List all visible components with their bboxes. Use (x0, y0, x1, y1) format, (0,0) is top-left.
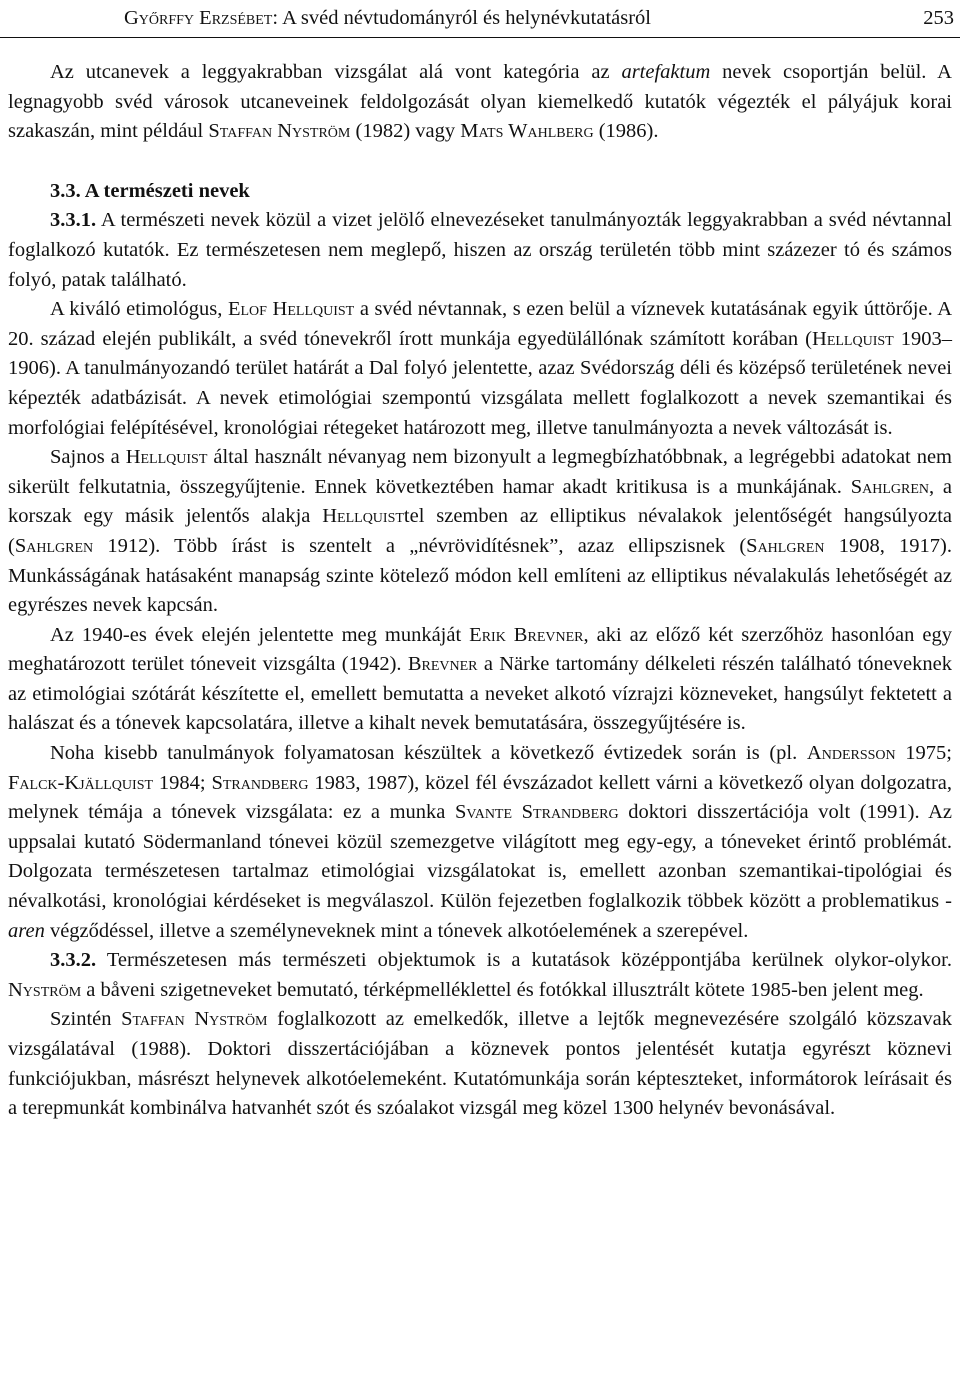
header-title-line (124, 4, 651, 32)
paragraph-strandberg: Noha kisebb tanulmányok folyamatosan készültek a következő évtizedek során is (pl. Andersson 1975; Falck-Kjällquist 1984; Strandberg 1983, 1987), közel fél évszázadot kellett várni a következő olyan dolgozatra, melynek témája a tónevek vizsgálata: ez a munka Svante Strandberg doktori disszertációja volt (1991). Az uppsalai kutató Södermanland tónevei közül szemezgetve világított meg egy-egy, a tóneveket érintő problémát. Dolgozata természetesen tartalmaz etimológiai vizsgálatokat is, emellett azonban szemantikai-tipológiai és névalkotási, kronológiai kérdéseket is megválaszol. Külön fejezetben foglalkozik többek között a problematikus -aren végződéssel, illetve a személyneveknek mint a tónevek alkotóelemének a szerepével. (8, 742, 952, 942)
paragraph-hellquist: A kiváló etimológus, Elof Hellquist a svéd névtannak, s ezen belül a víznevek kutatásának egyik úttörője. A 20. század elején publikált, a svéd tónevekről írott munkája egyedülállónak számított korában (Hellquist 1903–1906). A tanulmányozandó terület határát a Dal folyó jelentette, azaz Svédország déli és középső területének nevei képezték adatbázisát. A nevek etimológiai szempontú vizsgálata mellett foglalkozott a nevek szemantikai és morfológiai felépítésével, kronológiai rétegeket határozott meg, illetve tanulmányozta a nevek változását is. (8, 298, 952, 439)
paragraph-other-nature-names: 3.3.2. Természetesen más természeti objektumok is a kutatások középpontjába kerülnek olykor-olykor. Nyström a båveni szigetneveket bemutató, térképmelléklettel és fotókkal illusztrált kötete 1985-ben jelent meg. (8, 949, 952, 1001)
body-text (8, 58, 952, 1124)
paragraph-brevner: Az 1940-es évek elején jelentette meg munkáját Erik Brevner, aki az előző két szerzőhöz hasonlóan egy meghatározott terület tóneveit vizsgálta (1942). Brevner a Närke tartomány délkeleti részén található tóneveknek az etimológiai szótárát készítette el, emellett bemutatta a neveket alkotó vízrajzi közneveket, hangsúlyt fektetett a halászat és a tónevek kapcsolatára, illetve a kihalt nevek bemutatására, összegyűjtésére is. (8, 623, 952, 735)
running-header (124, 4, 954, 32)
header-rule (0, 37, 960, 38)
page-number: 253 (923, 7, 954, 29)
paragraph-nystrom: Szintén Staffan Nyström foglalkozott az emelkedők, illetve a lejtők megnevezésére szolgáló közszavak vizsgálatával (1988). Doktori disszertációjában a köznevek pontos jelentését kutatja egyrészt köznevi funkciójukban, másrészt helynevek alkotóelemeként. Kutatómunkája során képteszteket, informátorok leírásait és a terepmunkát kombinálva hatvanhét szót és szóalakot vizsgál meg közel 1300 helynév bevonásával. (8, 1008, 952, 1120)
paragraph-sahlgren: Sajnos a Hellquist által használt névanyag nem bizonyult a legmegbízhatóbbnak, a legrégebbi adatokat nem sikerült felkutatnia, összegyűjtenie. Ennek következtében hamar akadt kritikusa is a munkájának. Sahlgren, a korszak egy másik jelentős alakja Hellquisttel szemben az elliptikus névalakok jelentőségét hangsúlyozta (Sahlgren 1912). Több írást is szentelt a „névrövidítésnek”, azaz ellipszisnek (Sahlgren 1908, 1917). Munkásságának hatásaként manapság szinte kötelező módon kell említeni az elliptikus névalakulás lehetőségét az egyrészes nevek kapcsán. (8, 446, 953, 617)
header-title: : A svéd névtudományról és helynévkutatásról (272, 7, 651, 29)
paragraph-water-names: 3.3.1. A természeti nevek közül a vizet jelölő elnevezéseket tanulmányozták leggyakrabban a svéd névtannal foglalkozó kutatók. Ez természetesen nem meglepő, hiszen az ország területén több mint százezer tó és számos folyó, patak található. (8, 209, 952, 291)
section-heading: 3.3. A természeti nevek (50, 179, 250, 202)
paragraph-street-names: Az utcanevek a leggyakrabban vizsgálat alá vont kategória az artefaktum nevek csoportján belül. A legnagyobb svéd városok utcaneveinek feldolgozását olyan kiemelkedő kutatók végezték el pályájuk korai szakaszán, mint például Staffan Nyström (1982) vagy Mats Wahlberg (1986). (8, 61, 952, 143)
header-author: Győrffy Erzsébet (124, 7, 273, 29)
